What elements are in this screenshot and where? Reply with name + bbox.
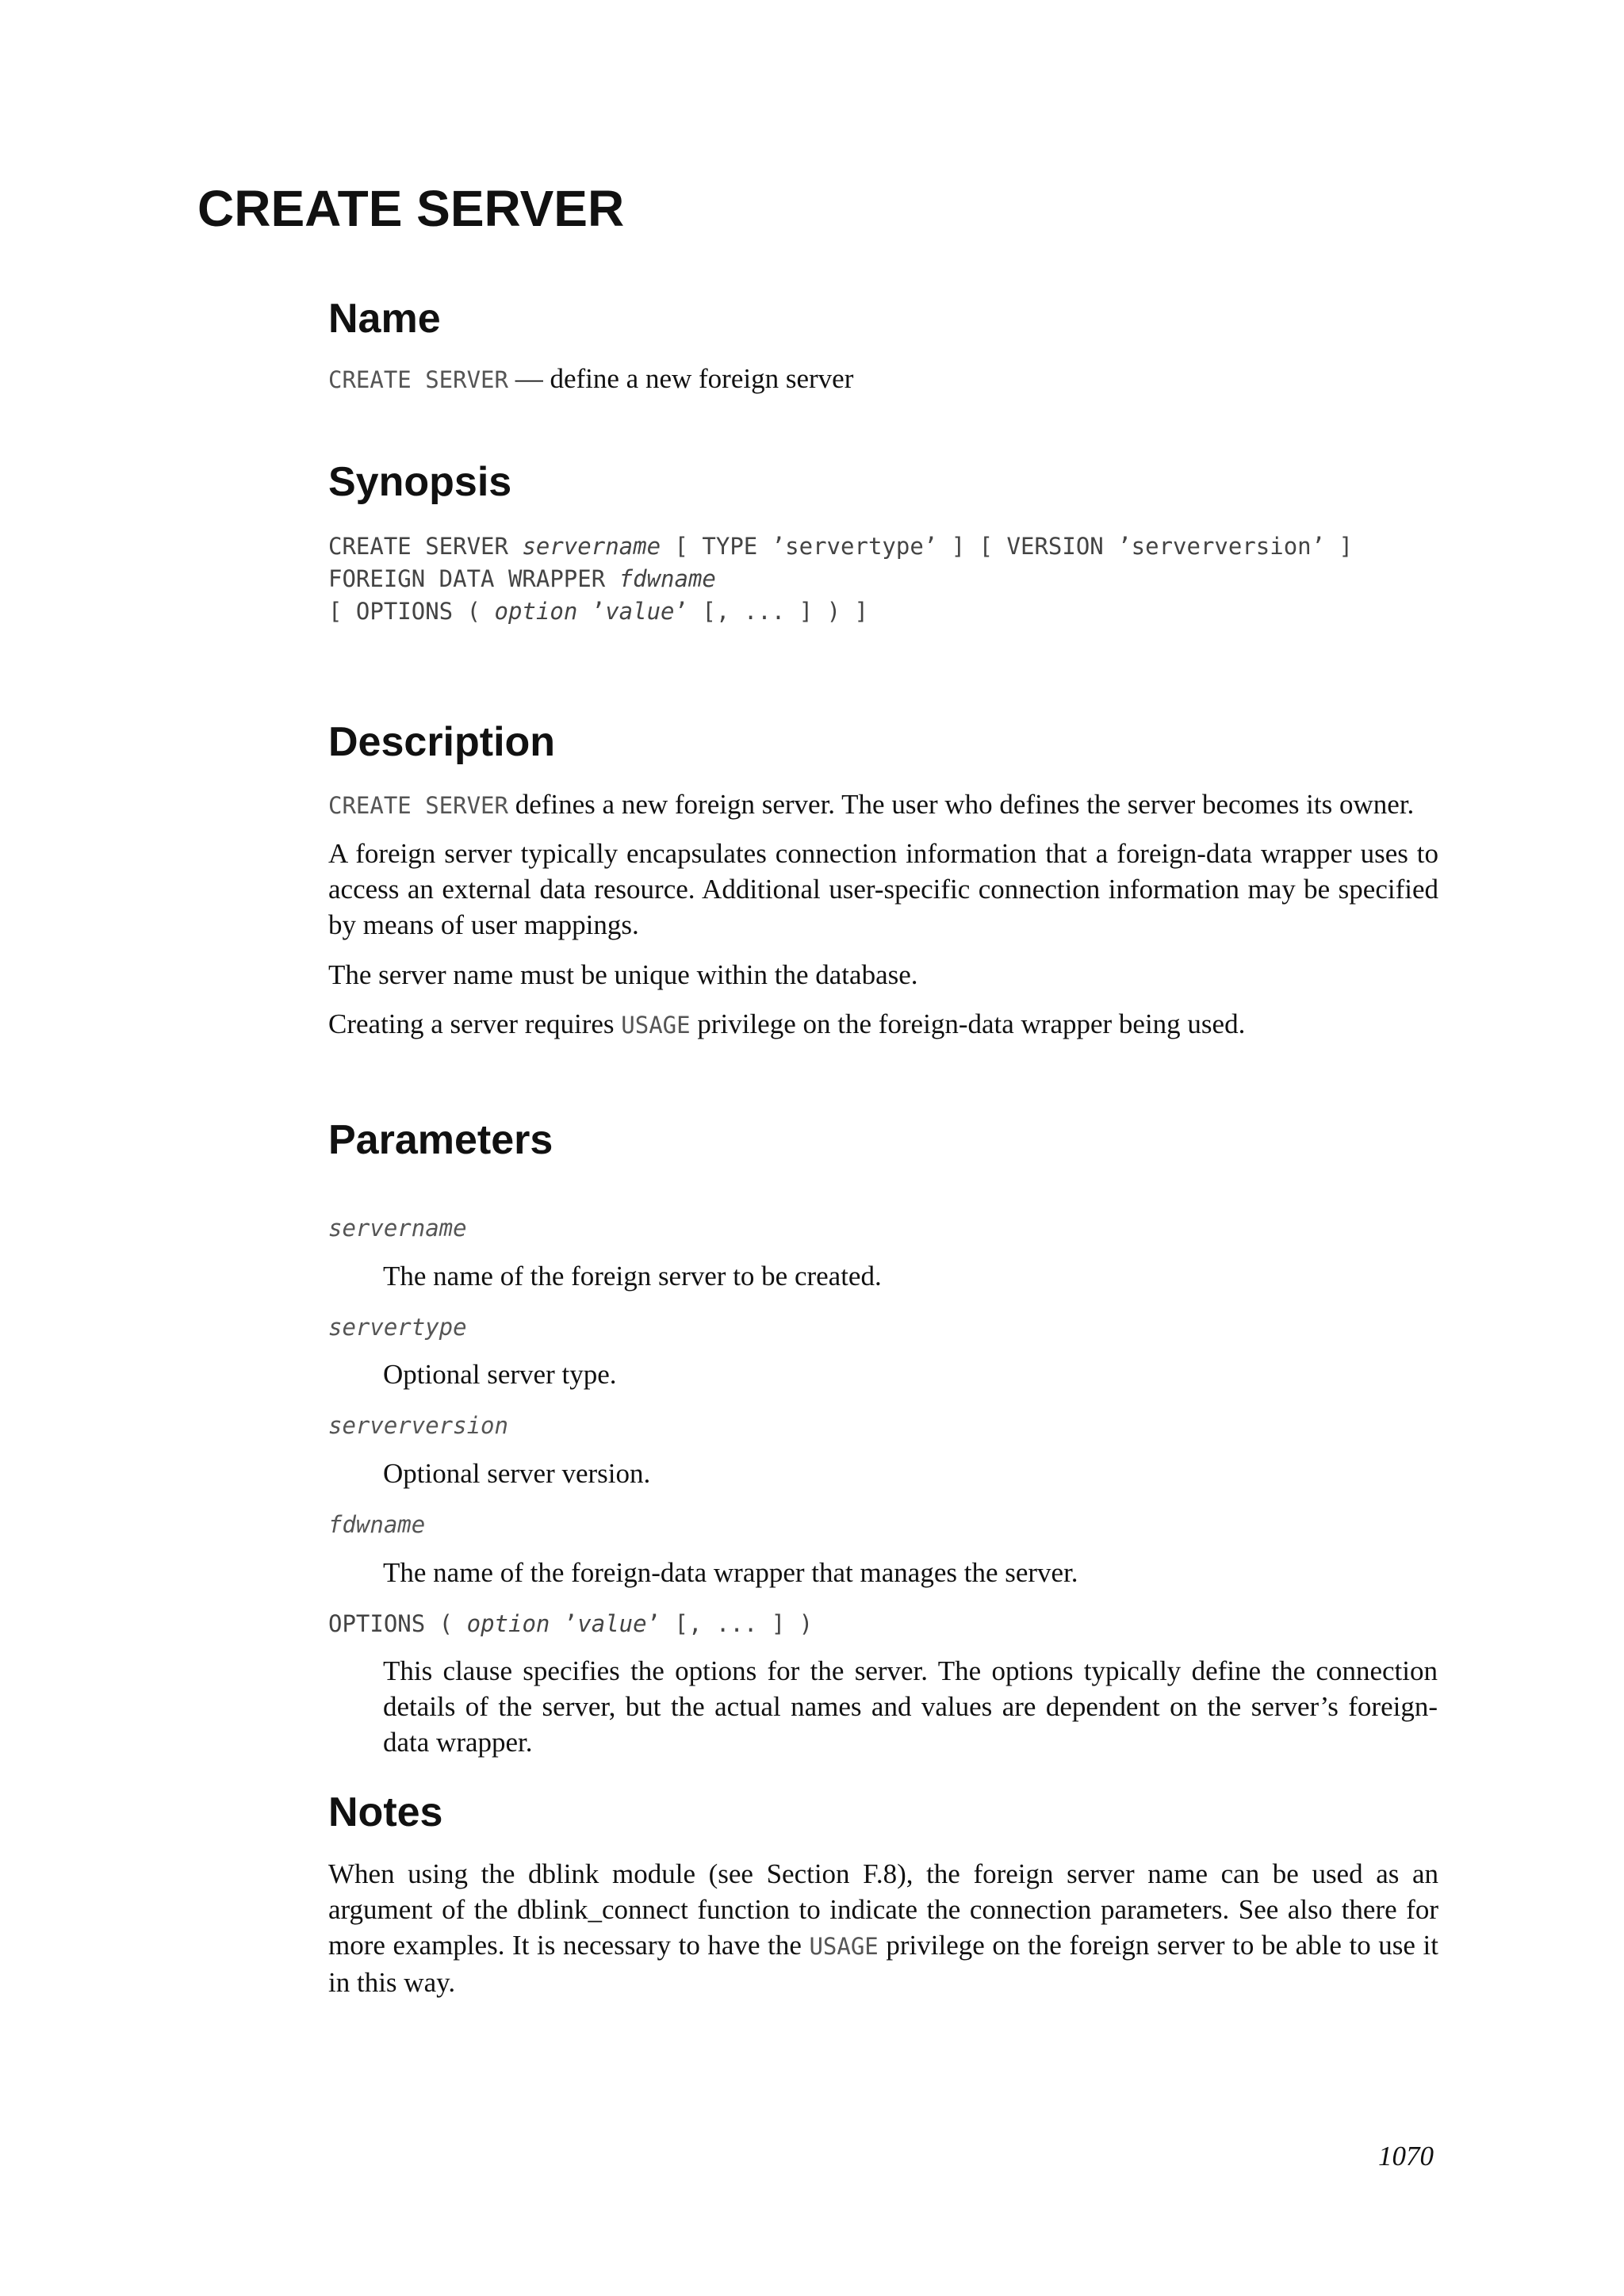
synopsis-text: ’ [, ... ] ) ] [674, 598, 868, 625]
heading-synopsis: Synopsis [328, 459, 512, 505]
param-term-servername: servername [328, 1215, 467, 1242]
heading-parameters: Parameters [328, 1117, 553, 1163]
paragraph-text: privilege on the foreign-data wrapper being used. [690, 1008, 1246, 1039]
options-param: option [466, 1610, 550, 1637]
param-term-options [328, 1610, 813, 1637]
synopsis-text: [ TYPE ’servertype’ ] [ VERSION ’serverversion’ ] [661, 533, 1354, 560]
param-term-fdwname: fdwname [328, 1511, 426, 1538]
param-desc-options: This clause specifies the options for the server. The options typically define the connection details of the server, but the actual names and values are dependent on the server’s foreign-data wrapper. [383, 1655, 1438, 1758]
notes-paragraph [328, 1856, 1438, 2000]
options-text: OPTIONS ( [328, 1610, 467, 1637]
inline-code: CREATE SERVER [328, 792, 508, 819]
options-text: ’ [, ... ] ) [646, 1610, 814, 1637]
inline-code: USAGE [621, 1012, 691, 1039]
synopsis-line-3 [328, 598, 868, 625]
paragraph-text: When using the dblink module (see Section F.8), the foreign server name can be used as an argument of the dblink_connect function to indicate the connection parameters. See also there for more examples. It is necessary to have the [328, 1858, 1438, 1961]
description-paragraph-1 [328, 786, 1438, 824]
page-title: CREATE SERVER [197, 180, 625, 237]
synopsis-text: FOREIGN DATA WRAPPER [328, 565, 619, 592]
param-desc-servertype: Optional server type. [383, 1359, 617, 1390]
synopsis-text: ’ [577, 598, 606, 625]
heading-name: Name [328, 296, 441, 342]
param-desc-serverversion: Optional server version. [383, 1458, 651, 1489]
heading-notes: Notes [328, 1789, 443, 1835]
name-command: CREATE SERVER [328, 366, 508, 393]
paragraph-text: privilege on the foreign server to be able to use it in this way. [328, 1930, 1438, 1998]
synopsis-param: option [494, 598, 578, 625]
param-term-servertype: servertype [328, 1314, 467, 1341]
synopsis-param: value [605, 598, 675, 625]
synopsis-param: fdwname [619, 565, 716, 592]
description-paragraph-3: The server name must be unique within the database. [328, 959, 918, 990]
synopsis-text: CREATE SERVER [328, 533, 523, 560]
description-paragraph-2: A foreign server typically encapsulates connection information that a foreign-data wrapper uses to access an external data resource. Additional user-specific connection information may be specified by means of user mappings. [328, 838, 1438, 940]
paragraph-text: Creating a server requires [328, 1008, 622, 1039]
synopsis-text: [ OPTIONS ( [328, 598, 495, 625]
param-term-serverversion: serverversion [328, 1412, 508, 1439]
description-paragraph-4 [328, 1006, 1438, 1043]
param-desc-servername: The name of the foreign server to be created. [383, 1261, 882, 1292]
paragraph-text: defines a new foreign server. The user who defines the server becomes its owner. [508, 789, 1415, 820]
synopsis-line-1 [328, 533, 1353, 560]
heading-description: Description [328, 719, 556, 765]
synopsis-line-2 [328, 565, 716, 592]
param-desc-fdwname: The name of the foreign-data wrapper that manages the server. [383, 1557, 1078, 1588]
name-line [328, 363, 853, 395]
page-number: 1070 [1378, 2141, 1434, 2172]
inline-code: USAGE [809, 1933, 879, 1960]
options-param: value [577, 1610, 647, 1637]
name-description: — define a new foreign server [508, 363, 854, 394]
options-text: ’ [550, 1610, 578, 1637]
synopsis-param: servername [522, 533, 661, 560]
